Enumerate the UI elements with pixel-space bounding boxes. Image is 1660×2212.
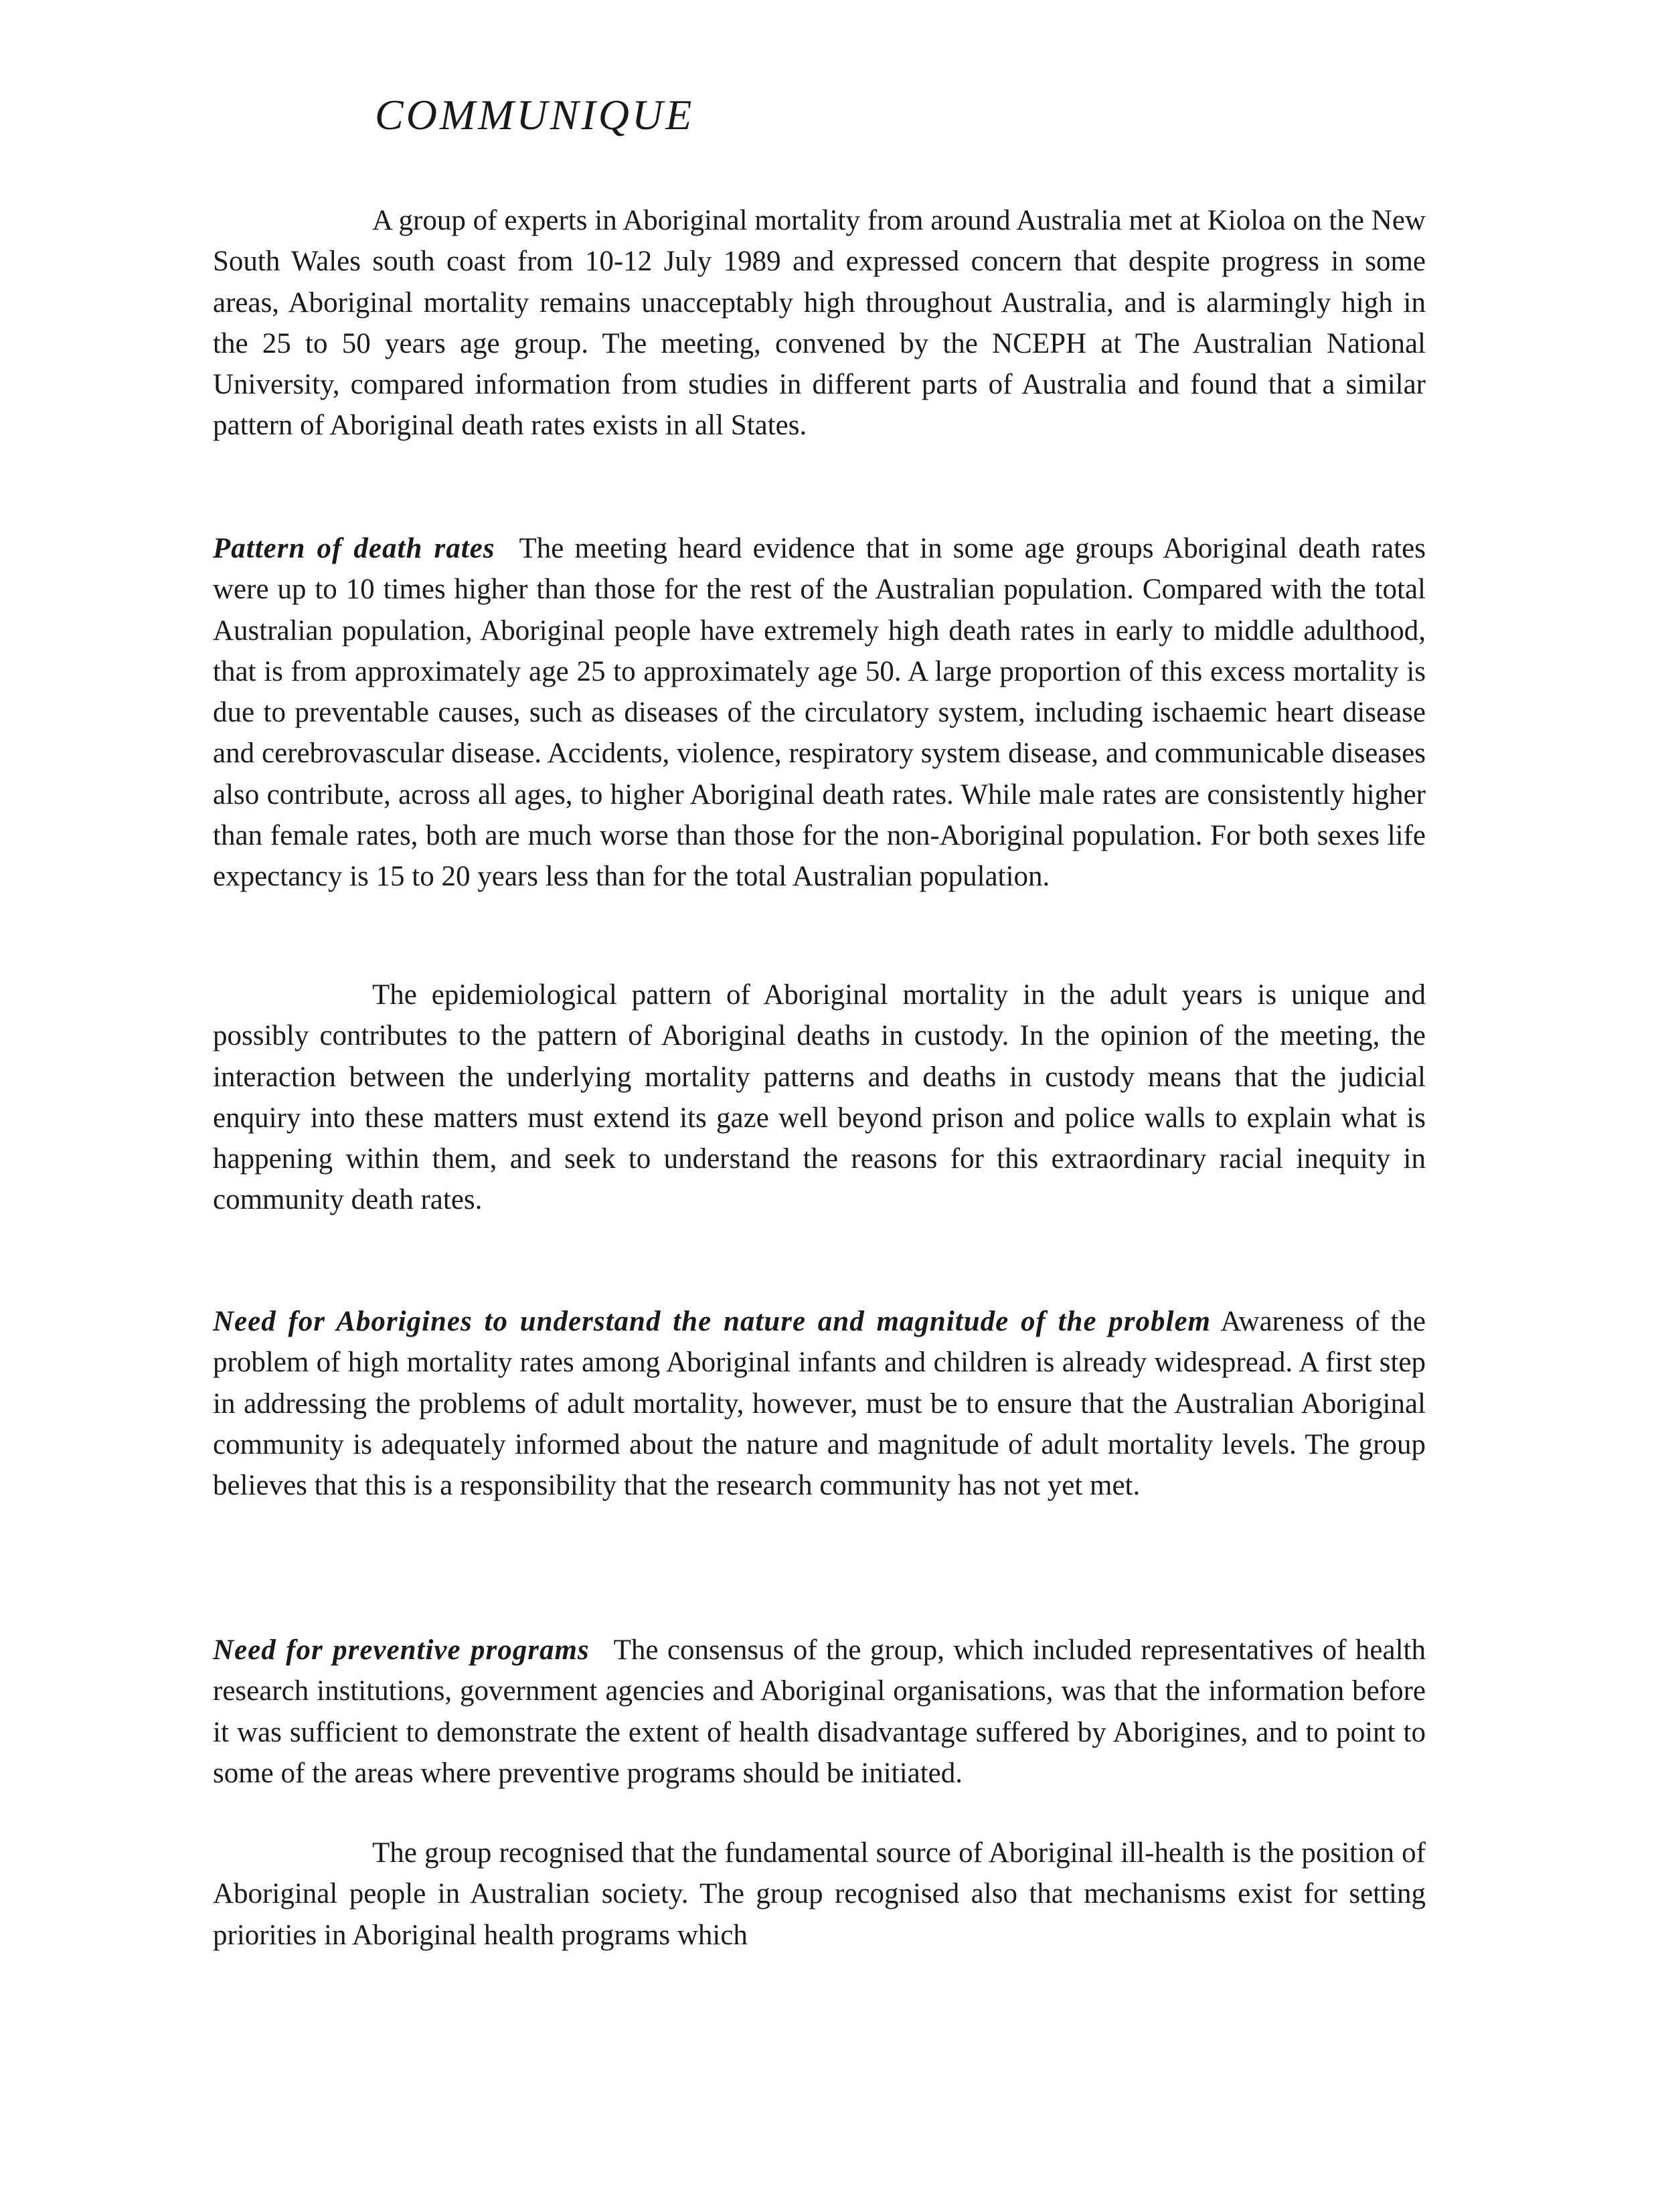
intro-paragraph: A group of experts in Aboriginal mortality from around Australia met at Kioloa on the New South Wales south coast from 10-12 July 1989 and expressed concern that despite progress in some areas, Aboriginal mortality remains unacceptably high throughout Australia, and is alarmingly high in the 25 to 50 years age group. The meeting, convened by the NCEPH at The Australian National University, compared information from studies in different parts of Australia and found that a similar pattern of Aboriginal death rates exists in all States.	[213, 205, 1426, 442]
recognised-paragraph: The group recognised that the fundamental source of Aboriginal ill-health is the position of Aboriginal people in Australian society. The group recognised also that mechanisms exist for setting priorities in Aboriginal health programs which	[213, 1837, 1426, 1951]
page-title: COMMUNIQUE	[375, 91, 695, 139]
section-heading-pattern: Pattern of death rates	[213, 533, 495, 564]
pattern-paragraph-text: The meeting heard evidence that in some age groups Aboriginal death rates were up to 10 times higher than those for the rest of the Australian population. Compared with the total Australian population, Aboriginal people have extremely high death rates in early to middle adulthood, that is from approximately age 25 to approximately age 50. A large proportion of this excess mortality is due to preventable causes, such as diseases of the circulatory system, including ischaemic heart disease and cerebrovascular disease. Accidents, violence, respiratory system disease, and communicable diseases also contribute, across all ages, to higher Aboriginal death rates. While male rates are consistently higher than female rates, both are much worse than those for the non-Aboriginal population. For both sexes life expectancy is 15 to 20 years less than for the total Australian population.	[213, 533, 1426, 893]
pattern-of-death-rates-section	[213, 528, 1426, 898]
awareness-section	[213, 1301, 1426, 1506]
section-heading-preventive: Need for preventive programs	[213, 1634, 590, 1666]
preventive-paragraph-text: The consensus of the group, which included representatives of health research institutions, government agencies and Aboriginal organisations, was that the information before it was sufficient to demonstrate the extent of health disadvantage suffered by Aborigines, and to point to some of the areas where preventive programs should be initiated.	[213, 1634, 1426, 1789]
section-heading-awareness: Need for Aborigines to understand the nature and magnitude of the problem	[213, 1306, 1212, 1337]
epidemiological-paragraph: The epidemiological pattern of Aboriginal mortality in the adult years is unique and possibly contributes to the pattern of Aboriginal deaths in custody. In the opinion of the meeting, the interaction between the underlying mortality patterns and deaths in custody means that the judicial enquiry into these matters must extend its gaze well beyond prison and police walls to explain what is happening within them, and seek to understand the reasons for this extraordinary racial inequity in community death rates.	[213, 979, 1426, 1216]
preventive-programs-section	[213, 1630, 1426, 1794]
awareness-paragraph-text: Awareness of the problem of high mortality rates among Aboriginal infants and children is already widespread. A first step in addressing the problems of adult mortality, however, must be to ensure that the Australian Aboriginal community is adequately informed about the nature and magnitude of adult mortality levels. The group believes that this is a responsibility that the research community has not yet met.	[213, 1306, 1426, 1502]
